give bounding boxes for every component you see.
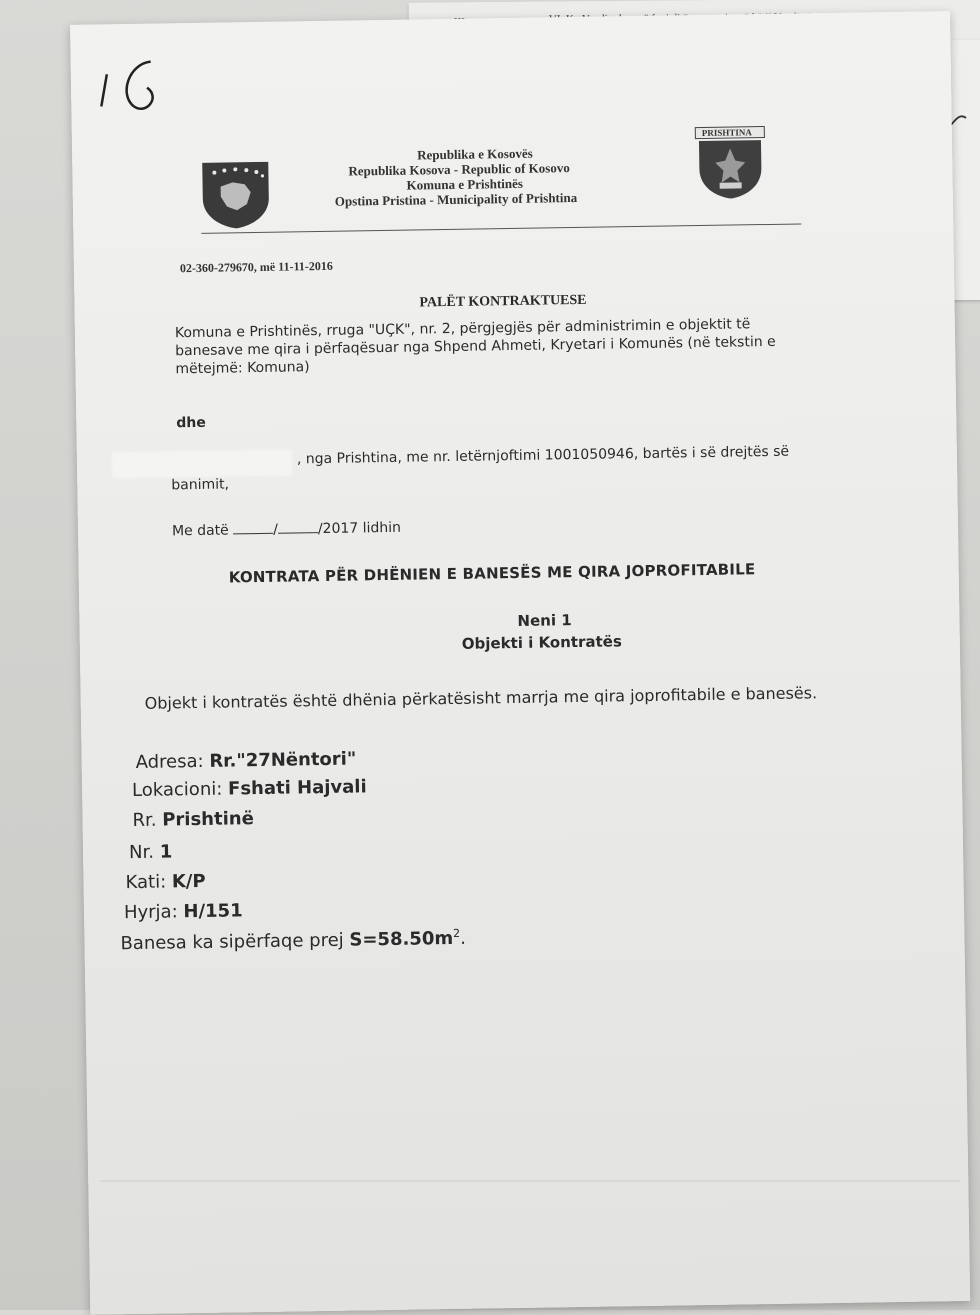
field-lokacioni — [132, 776, 367, 801]
month-blank — [278, 522, 318, 534]
adresa-value: Rr."27Nëntori" — [209, 748, 357, 772]
prishtina-emblem — [695, 126, 766, 206]
siperfaqe-end: . — [459, 927, 467, 949]
header-line1: Republika e Kosovës — [417, 145, 533, 163]
siperfaqe-sup: 2 — [452, 926, 461, 941]
header-line4: Opstina Pristina - Municipality of Prishtina — [334, 189, 578, 209]
date-line — [172, 520, 401, 540]
page-stack-edge — [100, 1180, 960, 1302]
party2-line1: , nga Prishtina, me nr. letërnjoftimi 1001050946, bartës i së drejtës së — [296, 443, 790, 468]
party1-line3: mëtejmë: Komuna) — [175, 359, 310, 378]
prishtina-label: PRISHTINA — [695, 126, 765, 139]
date-suffix: /2017 lidhin — [317, 519, 402, 538]
hyrja-value: H/151 — [183, 900, 243, 923]
parties-title: PALËT KONTRAKTUESE — [419, 292, 587, 311]
object-sentence: Objekt i kontratës është dhënia përkatësisht marrja me qira joprofitabile e banesës. — [144, 683, 818, 713]
article-number: Neni 1 — [517, 611, 572, 630]
field-hyrja — [124, 900, 243, 923]
siperfaqe-value: S=58.50m — [349, 928, 454, 951]
field-adresa — [135, 749, 356, 773]
day-blank — [233, 523, 273, 535]
article-title: Objekti i Kontratës — [461, 632, 622, 653]
nr-value: 1 — [159, 841, 173, 863]
rr-value: Prishtinë — [162, 808, 255, 831]
document-number: 02-360-279670, më 11-11-2016 — [179, 258, 333, 276]
contract-page — [70, 11, 970, 1315]
kati-label: Kati: — [125, 871, 167, 894]
party2-line2: banimit, — [171, 476, 230, 494]
hyrja-label: Hyrja: — [123, 901, 178, 924]
date-sep: / — [273, 521, 279, 538]
field-nr — [129, 841, 173, 863]
redacted-name — [112, 449, 292, 478]
date-prefix: Me datë — [171, 522, 229, 540]
handwritten-page-number — [89, 53, 180, 114]
contract-title: KONTRATA PËR DHËNIEN E BANESËS ME QIRA JOPROFITABILE — [228, 560, 756, 587]
lokacioni-value: Fshati Hajvali — [227, 776, 367, 800]
nr-label: Nr. — [128, 841, 155, 864]
header-rule — [201, 223, 801, 233]
field-rr — [132, 808, 254, 831]
rr-label: Rr. — [132, 809, 157, 832]
header-line2: Republika Kosova - Republic of Kosovo — [348, 160, 570, 179]
header-line3: Komuna e Prishtinës — [406, 175, 524, 193]
field-kati — [125, 871, 205, 893]
kati-value: K/P — [171, 870, 206, 893]
field-siperfaqe — [120, 927, 466, 954]
adresa-label: Adresa: — [135, 750, 204, 773]
kosovo-emblem-icon — [200, 160, 271, 231]
prishtina-crest-icon — [695, 138, 766, 201]
and-word: dhe — [176, 414, 206, 432]
siperfaqe-prefix: Banesa ka sipërfaqe prej — [120, 929, 350, 955]
party1-line2: banesave me qira i përfaqësuar nga Shpend Ahmeti, Kryetari i Komunës (në tekstin e — [175, 333, 776, 360]
lokacioni-label: Lokacioni: — [131, 778, 223, 802]
party1-line1: Komuna e Prishtinës, rruga "UÇK", nr. 2, përgjegjës për administrimin e objektit të — [174, 316, 751, 342]
